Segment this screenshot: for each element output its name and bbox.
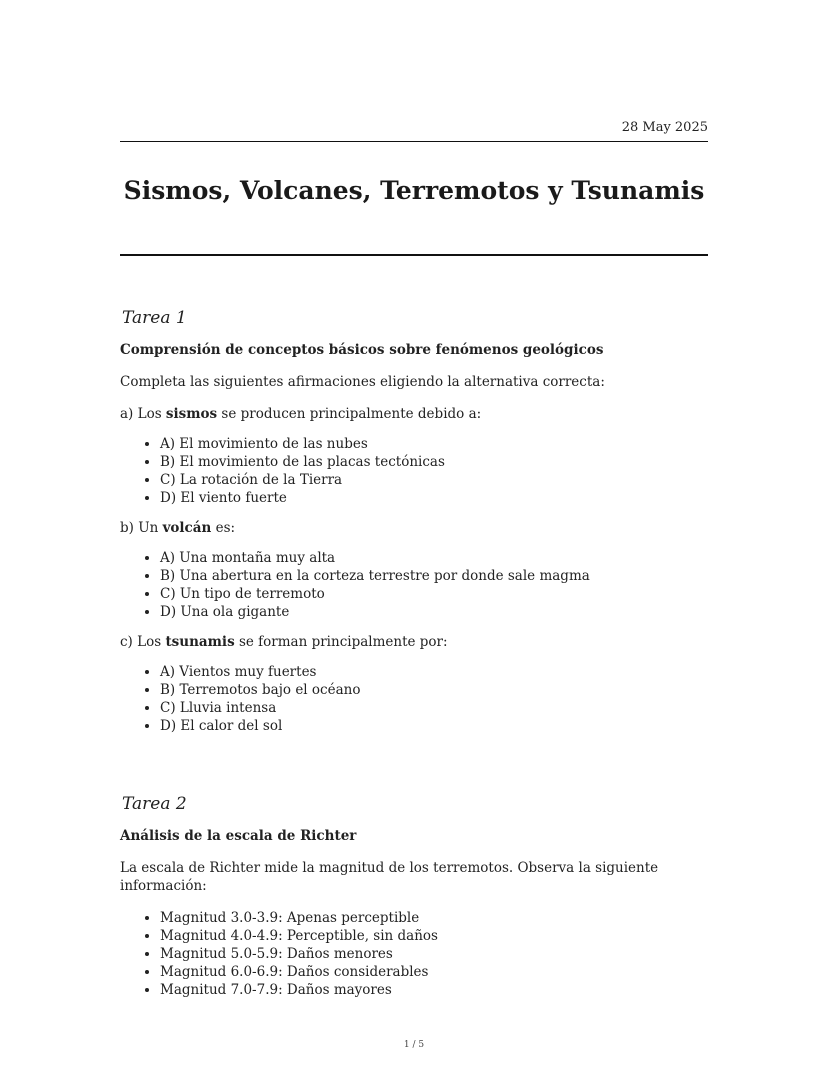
question-a-options — [120, 435, 708, 507]
question-b-options — [120, 549, 708, 621]
richter-item: • Magnitud 7.0-7.9: Daños mayores — [160, 981, 708, 999]
title-rule — [120, 254, 708, 256]
option: • B) Una abertura en la corteza terrestre por donde sale magma — [160, 567, 708, 585]
option: • C) Lluvia intensa — [160, 699, 708, 717]
question-c: c) Los tsunamis se forman principalmente por: — [120, 634, 448, 650]
option: • A) El movimiento de las nubes — [160, 435, 708, 453]
header-rule — [120, 141, 708, 142]
option: • C) La rotación de la Tierra — [160, 471, 708, 489]
option: • A) Vientos muy fuertes — [160, 663, 708, 681]
option: • A) Una montaña muy alta — [160, 549, 708, 567]
task-2-title: Tarea 2 — [122, 794, 187, 814]
richter-item: • Magnitud 5.0-5.9: Daños menores — [160, 945, 708, 963]
document-page — [120, 0, 708, 1071]
option: • B) Terremotos bajo el océano — [160, 681, 708, 699]
page-number: 1 / 5 — [403, 1040, 425, 1050]
option: • C) Un tipo de terremoto — [160, 585, 708, 603]
section-gap — [120, 747, 708, 795]
task-2-subtitle: Análisis de la escala de Richter — [120, 828, 357, 844]
question-a: a) Los sismos se producen principalmente debido a: — [120, 406, 482, 422]
keyword: sismos — [165, 406, 218, 422]
option: • D) El viento fuerte — [160, 489, 708, 507]
page-title: Sismos, Volcanes, Terremotos y Tsunamis — [123, 176, 705, 205]
header-date: 28 May 2025 — [621, 120, 708, 135]
task-1 — [120, 309, 708, 735]
task-1-subtitle: Comprensión de conceptos básicos sobre fenómenos geológicos — [120, 342, 604, 358]
task-2 — [120, 795, 708, 999]
question-b: b) Un volcán es: — [120, 520, 236, 536]
option: • D) Una ola gigante — [160, 603, 708, 621]
richter-list — [120, 909, 708, 999]
task-1-instruction: Completa las siguientes afirmaciones eligiendo la alternativa correcta: — [120, 374, 605, 390]
content — [120, 309, 708, 1011]
richter-item: • Magnitud 4.0-4.9: Perceptible, sin daños — [160, 927, 708, 945]
keyword: tsunamis — [165, 634, 235, 650]
richter-item: • Magnitud 3.0-3.9: Apenas perceptible — [160, 909, 708, 927]
keyword: volcán — [162, 520, 212, 536]
option: • B) El movimiento de las placas tectónicas — [160, 453, 708, 471]
task-2-intro: La escala de Richter mide la magnitud de los terremotos. Observa la siguiente información: — [120, 860, 659, 894]
richter-item: • Magnitud 6.0-6.9: Daños considerables — [160, 963, 708, 981]
option: • D) El calor del sol — [160, 717, 708, 735]
question-c-options — [120, 663, 708, 735]
task-1-title: Tarea 1 — [122, 308, 187, 328]
